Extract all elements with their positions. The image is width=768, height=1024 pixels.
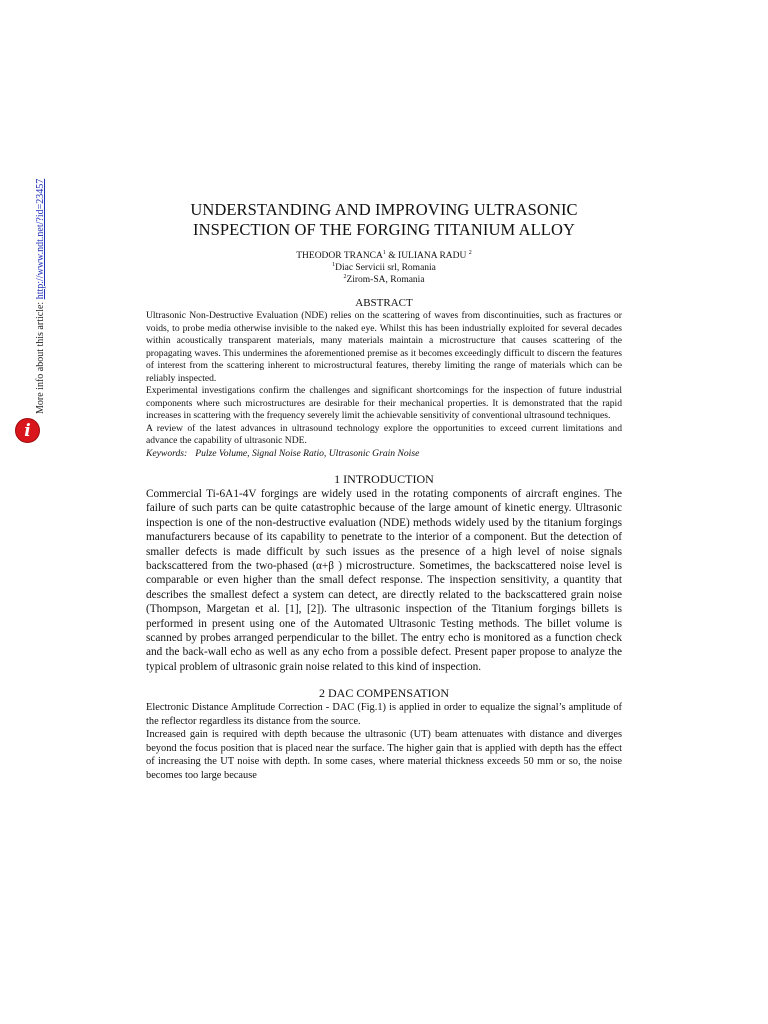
keywords-label: Keywords: [146,447,188,459]
affiliation-1 [146,262,622,274]
section-2-paragraph-1: Electronic Distance Amplitude Correction - DAC (Fig.1) is applied in order to equalize the signal’s amplitude of the reflector regardless its distance from the source. [146,702,622,727]
author-2: IULIANA RADU [398,251,467,261]
affiliation-2 [146,274,622,286]
title-line-1: UNDERSTANDING AND IMPROVING ULTRASONIC [190,200,578,219]
abstract-paragraph-1: Ultrasonic Non-Destructive Evaluation (NDE) relies on the scattering of waves from discontinuities, such as fractures or voids, to probe media otherwise invisible to the naked eye. Whilst this has been industrially exploited for several decades within acoustically transparent materials, many materials maintain a microstructure that causes scattering of the propagating waves. This undermines the aforementioned premise as it becomes exceedingly difficult to discern the features of interest from the scattering inherent to microstructural features, thereby limiting the range of materials which can be reliably inspected. [146,310,622,384]
section-1-heading: 1 INTRODUCTION [334,472,434,486]
abstract-paragraph-2: Experimental investigations confirm the challenges and significant shortcomings for the inspection of future industrial components where such microstructures are desirable for their mechanical properties. It is demonstrated that the rapid increases in scattering with the frequency severely limit the achievable sensitivity of conventional ultrasound techniques. [146,385,622,421]
side-info-prefix: More info about this article: [35,299,46,414]
affiliation-2-text: Zirom-SA, Romania [346,275,425,285]
affiliation-1-text: Diac Servicii srl, Romania [335,263,436,273]
affiliation-2-sup: 2 [343,273,347,280]
side-article-info [34,178,48,414]
author-1: THEODOR TRANCA [296,251,383,261]
info-icon[interactable]: i [15,418,40,443]
author-2-sup: 2 [468,249,472,256]
paper-page [146,200,622,782]
author-1-sup: 1 [382,249,386,256]
abstract [146,310,622,448]
article-link[interactable]: http://www.ndt.net/?id=23457 [35,178,46,300]
keywords-list: Pulze Volume, Signal Noise Ratio, Ultrasonic Grain Noise [195,447,420,459]
abstract-paragraph-3: A review of the latest advances in ultrasound technology explore the opportunities to exceed current limitations and advance the capability of ultrasonic NDE. [146,422,622,446]
title-line-2: INSPECTION OF THE FORGING TITANIUM ALLOY [192,220,576,239]
paper-title [146,200,622,240]
keywords [146,448,622,461]
section-1-text: Commercial Ti-6A1-4V forgings are widely used in the rotating components of aircraft engines. The failure of such parts can be quite catastrophic because of the large amount of kinetic energy. Ultrasonic inspection is one of the non-destructive evaluation (NDE) methods widely used by the titanium forgings manufacturers because of its capability to penetrate to the interior of a component. But the detection of smaller defects is made difficult by such issues as the presence of a high level of noise signals backscattered from the two-phased (α+β ) microstructure. Sometimes, the backscattered noise level is comparable or even higher than the small defect response. The inspection sensitivity, a quantity that describes the smallest defect a system can detect, are directly related to the backscattered grain noise (Thompson, Margetan et al. [1], [2]). The ultrasonic inspection of the Titanium forgings billets is performed in present using one of the Automated Ultrasonic Testing methods. The billet volume is scanned by probes arranged perpendicular to the billet. The entry echo is monitored as a function check and the back-wall echo as well as any echo from a possible defect. Present paper propose to analyze the typical problem of ultrasonic grain noise related to this kind of inspection. [146,488,622,673]
affiliation-1-sup: 1 [332,261,336,268]
author-separator: & [385,251,399,261]
section-2-paragraph-2: Increased gain is required with depth because the ultrasonic (UT) beam attenuates with distance and diverges beyond the focus position that is placed near the surface. The higher gain that is applied with depth has the effect of increasing the UT noise with depth. In some cases, where material thickness exceeds 50 mm or so, the noise becomes too large because [146,729,622,781]
authors [146,250,622,262]
abstract-heading: ABSTRACT [355,297,413,309]
section-2-heading: 2 DAC COMPENSATION [318,686,449,701]
